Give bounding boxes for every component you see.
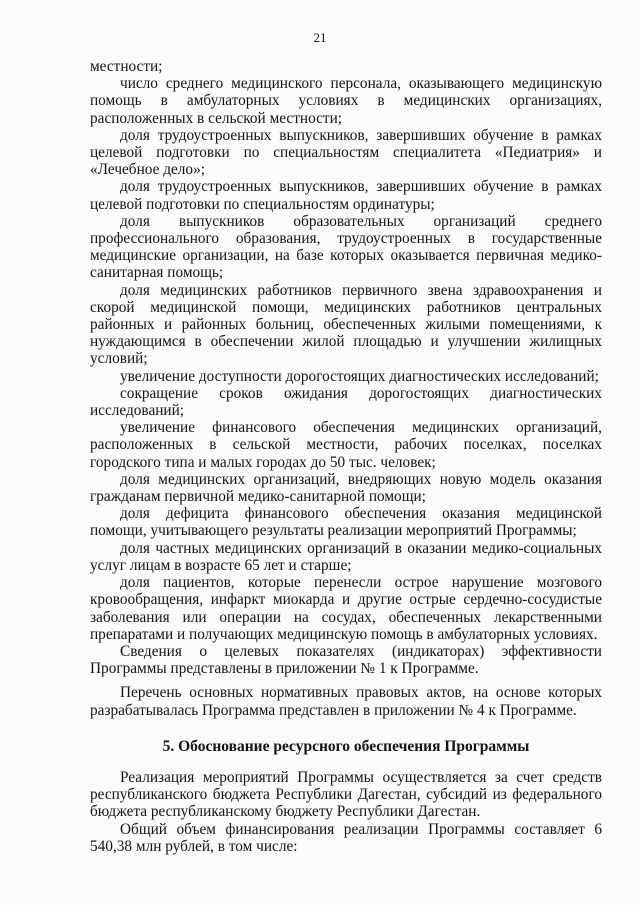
body-paragraph: доля дефицита финансового обеспечения оказания медицинской помощи, учитывающего результаты реализации мероприятий Программы; [90,505,602,540]
body-paragraph: сокращение сроков ожидания дорогостоящих диагностических исследований; [90,384,602,420]
body-paragraph: Реализация мероприятий Программы осуществляется за счет средств республиканского бюджета Республики Дагестан, субсидий из федерального бюджета республиканскому бюджету Республики Дагестан. [90,768,602,821]
body-paragraph: доля трудоустроенных выпускников, завершивших обучение в рамках целевой подготовки по специальностям специалитета «Педиатрия» и «Лечебное дело»; [90,126,602,179]
paragraph-list-after-heading [90,769,602,855]
body-paragraph: увеличение финансового обеспечения медицинских организаций, расположенных в сельской местности, рабочих поселках, поселках городского типа и малых городах до 50 тыс. человек; [90,419,602,471]
page-number: 21 [313,30,327,45]
body-paragraph: доля трудоустроенных выпускников, завершивших обучение в рамках целевой подготовки по специальностям ординатуры; [90,178,602,213]
paragraph-list-before-heading [90,58,602,719]
section-heading: 5. Обоснование ресурсного обеспечения Программы [162,737,530,755]
body-paragraph: Перечень основных нормативных правовых актов, на основе которых разрабатывалась Программа представлен в приложении № 4 к Программе. [90,684,602,719]
body-paragraph: местности; [90,58,163,75]
body-paragraph: доля медицинских работников первичного звена здравоохранения и скорой медицинской помощи, медицинских работников центральных районных и районных больниц, обеспеченных жилыми помещениями, к нуждающимся в обеспечении жилой площадью и улучшении жилищных условий; [90,281,602,368]
page-content [90,58,602,855]
body-paragraph: число среднего медицинского персонала, оказывающего медицинскую помощь в амбулаторных условиях в медицинских организациях, расположенных в сельской местности; [90,75,602,127]
body-paragraph: Сведения о целевых показателях (индикаторах) эффективности Программы представлены в приложении № 1 к Программе. [90,642,602,678]
body-paragraph: доля выпускников образовательных организаций среднего профессионального образования, трудоустроенных в государственные медицинские организации, на базе которых оказывается первичная медико-санитарная помощь; [90,212,602,282]
body-paragraph: Общий объем финансирования реализации Программы составляет 6 540,38 млн рублей, в том числе: [90,820,602,855]
body-paragraph: доля частных медицинских организаций в оказании медико-социальных услуг лицам в возрасте 65 лет и старше; [90,539,602,574]
body-paragraph: увеличение доступности дорогостоящих диагностических исследований; [120,367,599,385]
body-paragraph: доля пациентов, которые перенесли острое нарушение мозгового кровообращения, инфаркт миокарда и другие острые сердечно-сосудистые заболевания или операции на сосудах, обеспеченных лекарственными препаратами и получающих медицинскую помощь в амбулаторных условиях. [90,574,602,643]
body-paragraph: доля медицинских организаций, внедряющих новую модель оказания гражданам первичной медико-санитарной помощи; [90,470,602,506]
